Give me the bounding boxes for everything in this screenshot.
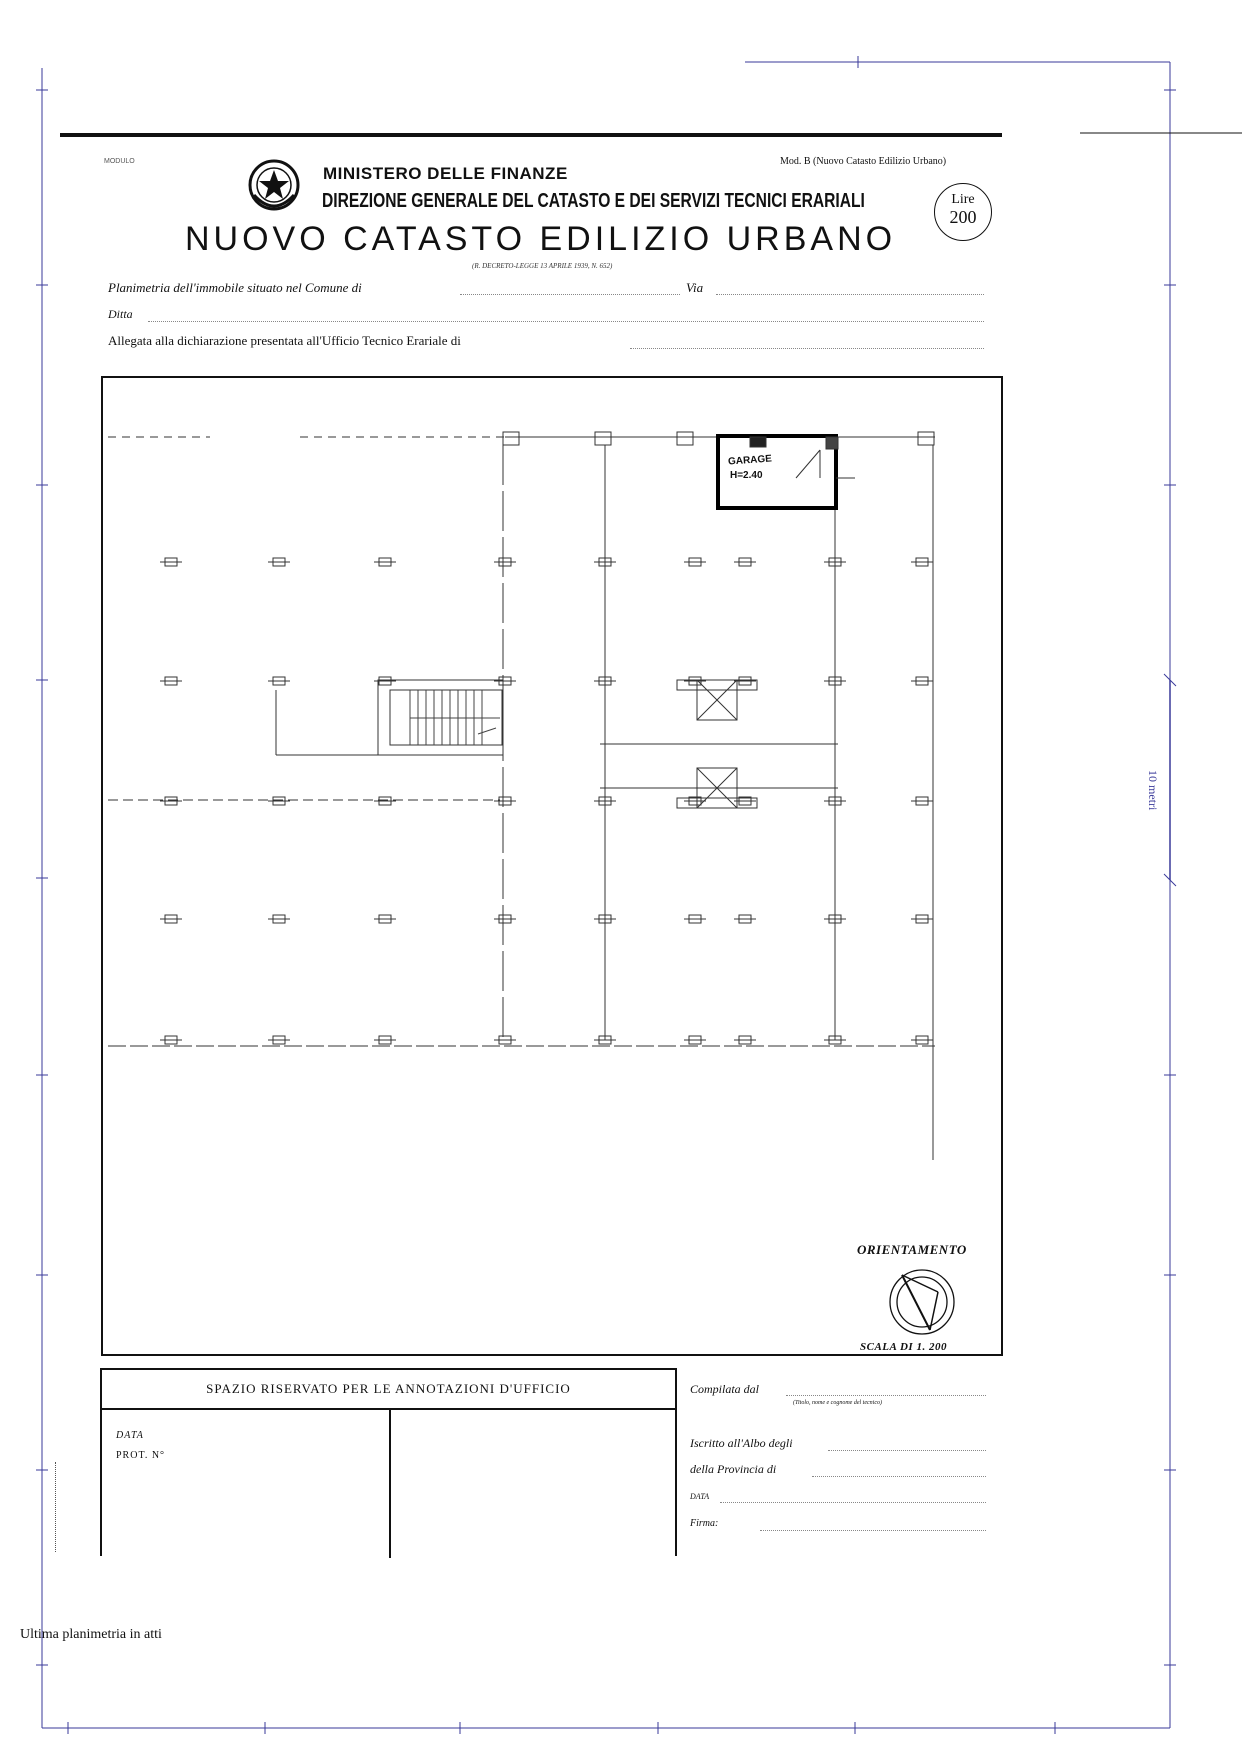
firma-label: Firma: <box>690 1518 719 1529</box>
decree-reference: (R. DECRETO-LEGGE 13 APRILE 1939, N. 652) <box>472 262 613 270</box>
ministero-title: MINISTERO DELLE FINANZE <box>323 164 568 183</box>
comune-field[interactable] <box>460 294 680 295</box>
office-notes-box <box>100 1368 677 1556</box>
revenue-stamp <box>934 183 992 241</box>
scale-bar-label: 10 metri <box>1146 770 1160 811</box>
emblem-icon <box>246 155 302 215</box>
ditta-label: Ditta <box>108 307 133 321</box>
footer-note: Ultima planimetria in atti <box>20 1627 162 1642</box>
orientamento-label: ORIENTAMENTO <box>857 1242 967 1257</box>
stamp-value: 200 <box>949 207 977 227</box>
titolo-note: (Titolo, nome e cognome del tecnico) <box>793 1400 882 1406</box>
stamp-lire: Lire <box>951 192 975 207</box>
office-prot-label: PROT. N° <box>116 1450 166 1461</box>
allegata-label: Allegata alla dichiarazione presentata all'Ufficio Tecnico Erariale di <box>108 333 461 348</box>
scale-label: SCALA DI 1. 200 <box>860 1341 947 1353</box>
compilata-label: Compilata dal <box>690 1382 760 1396</box>
direzione-title: DIREZIONE GENERALE DEL CATASTO E DEI SERVIZI TECNICI ERARIALI <box>322 190 865 212</box>
via-label: Via <box>686 280 704 295</box>
planimetria-label: Planimetria dell'immobile situato nel Comune di <box>108 280 362 295</box>
notes-divider <box>389 1408 391 1558</box>
provincia-label: della Provincia di <box>690 1462 777 1476</box>
iscritto-label: Iscritto all'Albo degli <box>690 1436 793 1450</box>
albo-field[interactable] <box>828 1450 986 1451</box>
compiler-data-field[interactable] <box>720 1502 986 1503</box>
office-data-label: DATA <box>116 1430 144 1441</box>
form-code-strip <box>55 1462 60 1552</box>
page-title: NUOVO CATASTO EDILIZIO URBANO <box>185 220 897 258</box>
firma-field[interactable] <box>760 1530 986 1531</box>
modulo-code: MODULO <box>104 158 135 165</box>
compilata-field[interactable] <box>786 1395 986 1396</box>
via-field[interactable] <box>716 294 984 295</box>
ufficio-field[interactable] <box>630 348 984 349</box>
mod-b-label: Mod. B (Nuovo Catasto Edilizio Urbano) <box>780 156 947 167</box>
ditta-field[interactable] <box>148 321 984 322</box>
provincia-field[interactable] <box>812 1476 986 1477</box>
plan-area <box>101 376 1003 1356</box>
office-notes-heading: SPAZIO RISERVATO PER LE ANNOTAZIONI D'UFFICIO <box>102 1370 675 1410</box>
garage-height: H=2.40 <box>730 470 763 481</box>
garage-label: GARAGE <box>727 453 773 468</box>
compiler-data-label: DATA <box>690 1492 710 1501</box>
